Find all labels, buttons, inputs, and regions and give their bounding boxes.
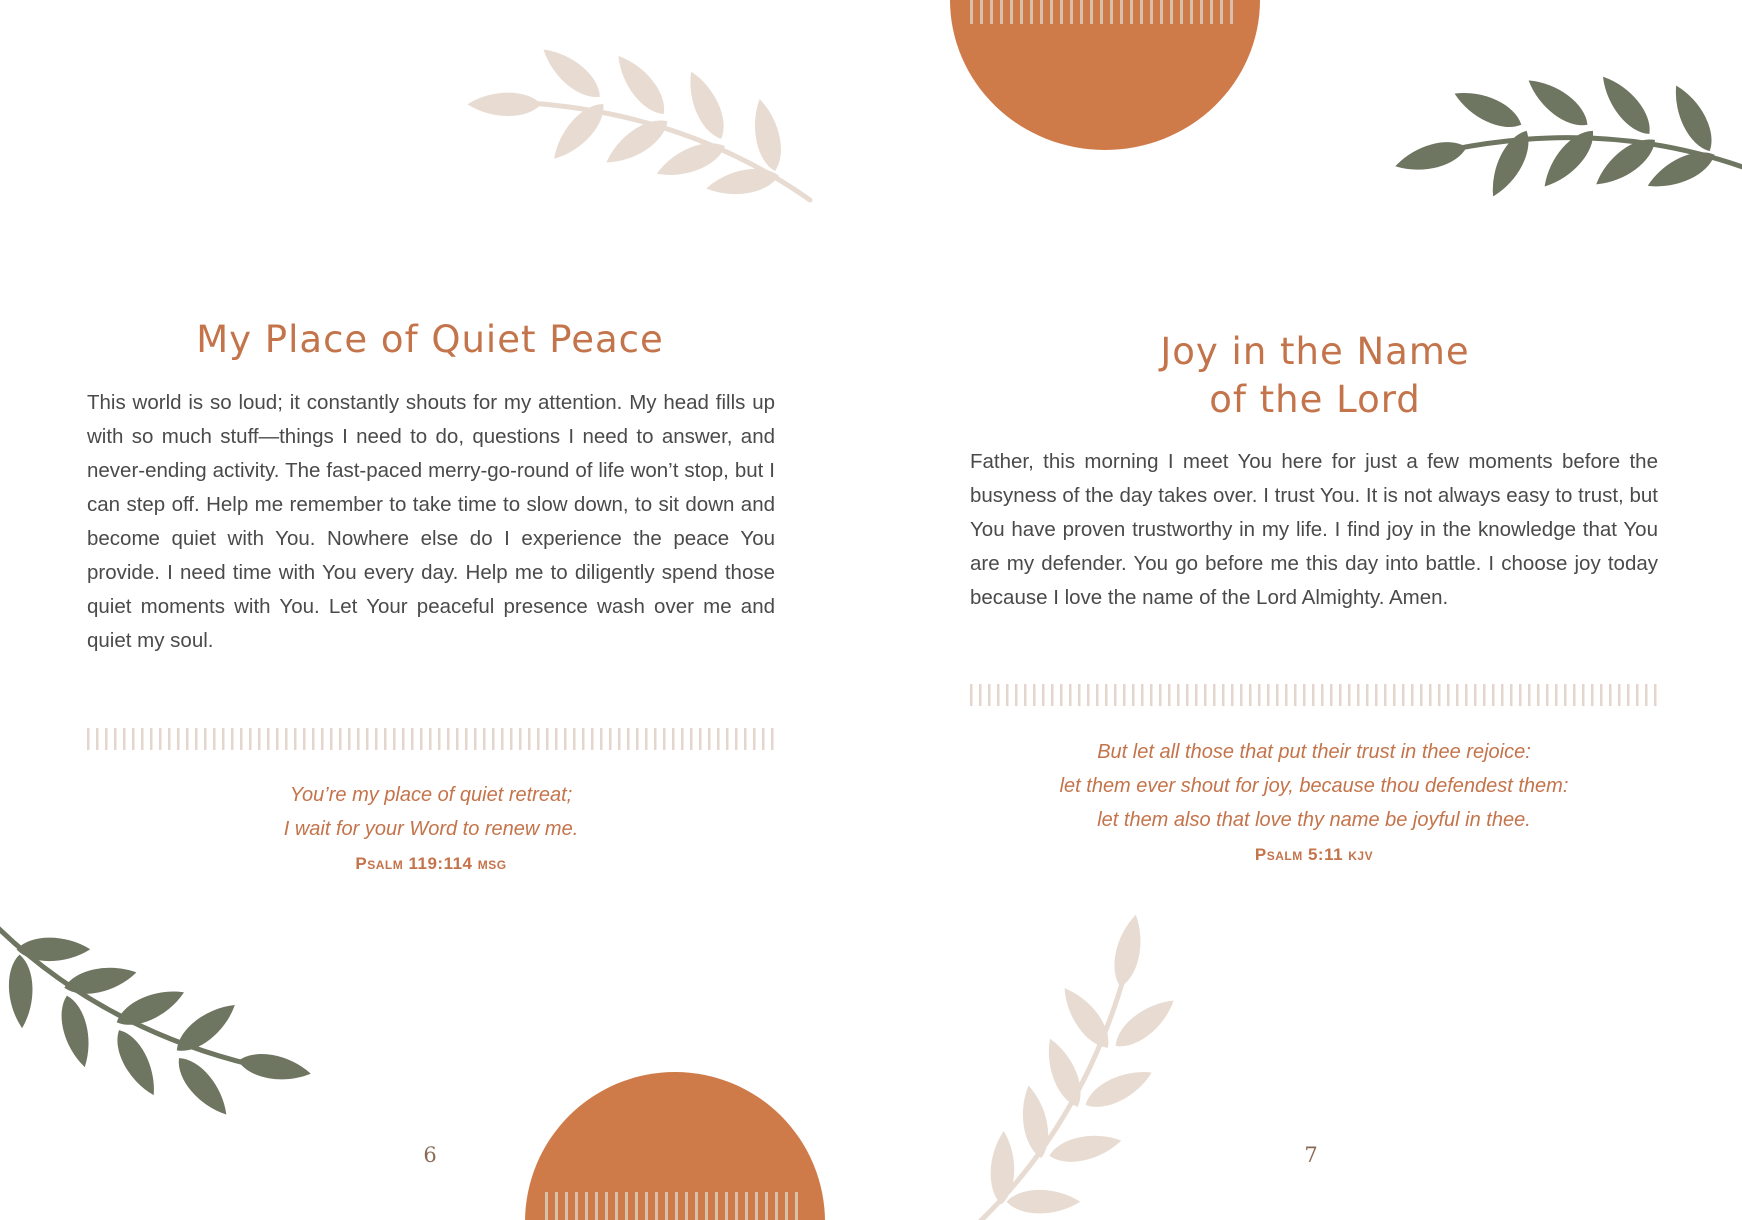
verse-line: let them also that love thy name be joyful in thee. <box>1097 809 1531 831</box>
green-leaf-branch-icon <box>0 910 240 1220</box>
devotional-body: This world is so loud; it constantly shouts for my attention. My head fills up with so much stuff—things I need to do, questions I need to answer, and never-ending activity. The fast-paced merry-go-round of life won’t stop, but I can step off. Help me remember to take time to slow down, to sit down and become quiet with You. Nowhere else do I experience the peace You provide. I need time with You every day. Help me to diligently spend those quiet moments with You. Let Your peaceful presence wash over me and quiet my soul. <box>87 391 775 652</box>
scripture-reference: Psalm 5:11 kjv <box>1254 845 1374 864</box>
page-number: 6 <box>423 1143 437 1167</box>
verse-line: I wait for your Word to renew me. <box>283 818 579 840</box>
scripture-verse <box>970 735 1658 837</box>
verse-line: You’re my place of quiet retreat; <box>289 784 573 806</box>
green-leaf-branch-icon <box>1521 10 1742 280</box>
scripture-verse <box>87 778 775 846</box>
verse-line: But let all those that put their trust in thee rejoice: <box>1097 741 1531 763</box>
beige-leaf-branch-icon <box>951 1020 1211 1220</box>
page-number: 7 <box>1304 1143 1318 1167</box>
title-line: of the Lord <box>1209 378 1421 421</box>
divider-hatch <box>87 728 775 750</box>
page-title <box>971 328 1659 424</box>
scripture-reference: Psalm 119:114 msg <box>355 854 507 873</box>
devotional-body: Father, this morning I meet You here for just a few moments before the busyness of the day takes over. I trust You. It is not always easy to trust, but You have proven trustworthy in my life. I find joy in the knowledge that You are my defender. You go before me this day into battle. I choose joy today because I love the name of the Lord Almighty. Amen. <box>970 450 1658 609</box>
half-sun-icon <box>950 0 1260 152</box>
title-line: Joy in the Name <box>1160 330 1470 373</box>
verse-line: let them ever shout for joy, because thou defendest them: <box>1059 775 1569 797</box>
divider-hatch <box>970 684 1658 706</box>
beige-leaf-branch-icon <box>500 0 840 210</box>
right-page <box>871 0 1742 1220</box>
half-sun-icon <box>525 1072 825 1220</box>
page-title: My Place of Quiet Peace <box>196 318 664 361</box>
